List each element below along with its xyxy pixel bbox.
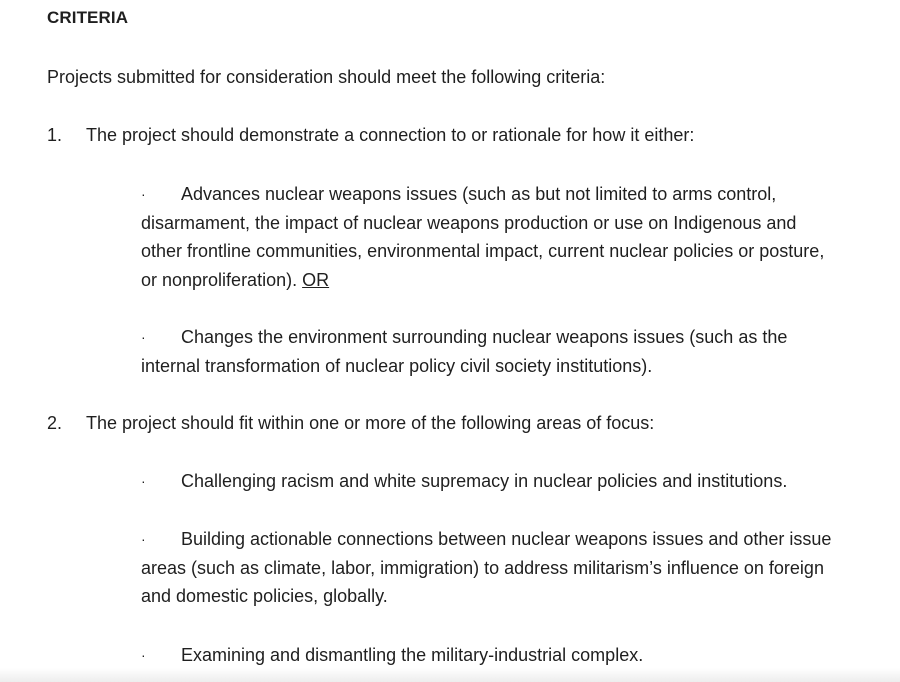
item-number: 2. xyxy=(47,413,63,433)
bullet-item xyxy=(141,180,841,294)
item-text: The project should demonstrate a connection to or rationale for how it either: xyxy=(86,125,695,145)
item-text: The project should fit within one or more of the following areas of focus: xyxy=(86,413,655,433)
bottom-fade xyxy=(0,668,900,682)
criteria-item-2 xyxy=(47,412,654,434)
bullet-item xyxy=(141,467,841,496)
bullet-marker: · xyxy=(141,647,146,663)
bullet-text: Challenging racism and white supremacy in nuclear policies and institutions. xyxy=(181,471,788,491)
bullet-item xyxy=(141,525,841,611)
criteria-item-1 xyxy=(47,124,694,146)
bullet-item xyxy=(141,323,841,380)
intro-paragraph: Projects submitted for consideration should meet the following criteria: xyxy=(47,67,606,87)
bullet-text: Examining and dismantling the military-industrial complex. xyxy=(181,645,644,665)
bullet-text: Changes the environment surrounding nuclear weapons issues (such as the internal transformation of nuclear policy civil society institutions). xyxy=(141,327,788,376)
bullet-text: Building actionable connections between nuclear weapons issues and other issue areas (such as climate, labor, immigration) to address militarism’s influence on foreign and domestic policies, globally. xyxy=(141,529,832,607)
item-number: 1. xyxy=(47,125,63,145)
bullet-marker: · xyxy=(141,329,146,345)
bullet-marker: · xyxy=(141,473,146,489)
bullet-item xyxy=(141,641,841,670)
bullet-marker: · xyxy=(141,186,146,202)
bullet-marker: · xyxy=(141,531,146,547)
bullet-text: Advances nuclear weapons issues (such as but not limited to arms control, disarmament, the impact of nuclear weapons production or use on Indigenous and other frontline communities, environmental impact, current nuclear policies or posture, or nonproliferation). xyxy=(141,184,825,290)
or-underlined-text: OR xyxy=(302,269,330,290)
section-heading: CRITERIA xyxy=(47,8,129,27)
